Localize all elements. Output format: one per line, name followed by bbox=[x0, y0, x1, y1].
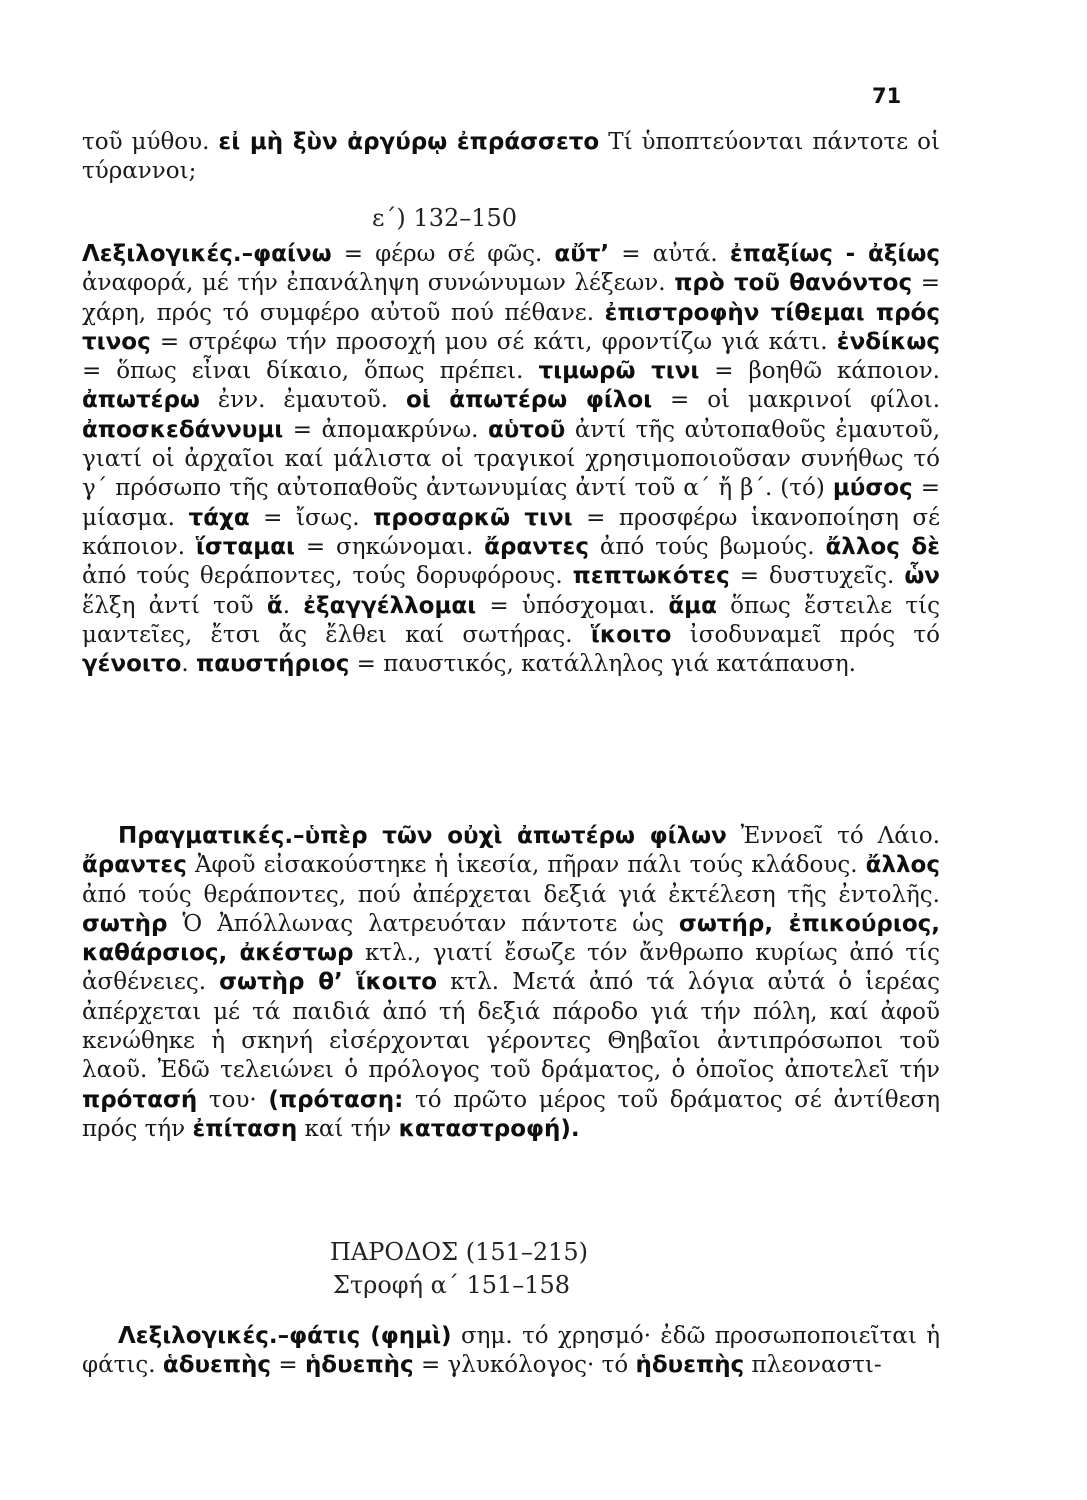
bold-term: πρότασή bbox=[82, 1086, 198, 1113]
bold-term: καταστροφή). bbox=[398, 1115, 580, 1142]
text: ἀναφορά, μέ τήν ἐπανάληψη συνώνυμων λέξεων. bbox=[82, 270, 675, 297]
text: = ὅπως εἶναι δίκαιο, ὅπως πρέπει. bbox=[82, 358, 539, 385]
text: ἀντί τῆς αὐτοπαθοῦς ἐμαυτοῦ, γιατί οἱ ἀρχαῖοι καί μάλιστα οἱ τραγικοί χρησιμοποιοῦσαν συνήθως τό γ΄ πρόσωπο τῆς αὐτοπαθοῦς ἀντωνυμίας ἀντί τοῦ α΄ ἤ β΄. (τό) bbox=[82, 416, 941, 502]
section-title: ε΄) 132–150 bbox=[372, 204, 518, 232]
text: = δυστυχεῖς. bbox=[729, 563, 905, 590]
bold-term: ἄλλος bbox=[865, 852, 940, 879]
bold-term: φαίνω bbox=[253, 241, 332, 267]
text: = οἱ μακρινοί φίλοι. bbox=[652, 387, 941, 414]
text: Ἀφοῦ εἰσακούστηκε ἡ ἱκεσία, πῆραν πάλι τούς κλάδους. bbox=[186, 852, 866, 879]
bold-term: πρὸ τοῦ θανόντος bbox=[674, 270, 913, 297]
bold-term: ὧν bbox=[904, 563, 940, 590]
bold-term: μύσος bbox=[832, 475, 913, 502]
bold-term: αὑτοῦ bbox=[487, 416, 566, 443]
bold-term: εἰ μὴ ξὺν ἀργύρῳ ἐπράσσετο bbox=[218, 129, 600, 155]
text: Τί ὑποπτεύονται πάντοτε οἱ τύραννοι; bbox=[82, 129, 940, 185]
text: ἀπό τούς θεράποντες, τούς δορυφόρους. bbox=[82, 563, 573, 590]
bold-term: πεπτωκότες bbox=[572, 563, 730, 590]
text: κτλ., γιατί ἔσωζε τόν ἄνθρωπο κυρίως ἀπό τίς ἀσθένειες. bbox=[82, 940, 940, 996]
text: ἕλξη ἀντί τοῦ bbox=[82, 592, 267, 619]
bold-term: ἡδυεπὴς bbox=[635, 1352, 745, 1379]
text: = βοηθῶ κάποιον. bbox=[699, 358, 940, 385]
parodos-subtitle: Στροφή α΄ 151–158 bbox=[333, 1271, 571, 1299]
text: ὅπως ἔστειλε τίς μαντεῖες, ἔτσι ἄς ἔλθει καί σωτήρας. bbox=[82, 592, 941, 648]
text: = σηκώνομαι. bbox=[294, 533, 485, 560]
text: πλεοναστι- bbox=[744, 1352, 882, 1379]
bold-term: (πρόταση: bbox=[268, 1086, 404, 1113]
parodos-title: ΠΑΡΟΔΟΣ (151–215) bbox=[330, 1238, 589, 1266]
text: = παυστικός, κατάλληλος γιά κατάπαυση. bbox=[349, 651, 856, 678]
bold-term: φάτις (φημὶ) bbox=[289, 1323, 452, 1349]
bold-term: ἅμα bbox=[668, 592, 717, 619]
page-number: 71 bbox=[872, 84, 902, 108]
text: κτλ. Μετά ἀπό τά λόγια αὐτά ὁ ἱερέας ἀπέρχεται μέ τά παιδιά ἀπό τή δεξιά πάροδο γιά τήν πόλη, καί ἀφοῦ κενώθηκε ἡ σκηνή εἰσέρχονται γέροντες Θηβαῖοι ἀντιπρόσωποι τοῦ λαοῦ. Ἐδῶ τελειώνει ὁ πρόλογος τοῦ δράματος, ὁ ὁποῖος ἀποτελεῖ τήν bbox=[82, 969, 940, 1084]
bold-term: παυστήριος bbox=[196, 651, 350, 678]
text: = φέρω σέ φῶς. bbox=[331, 241, 555, 267]
lexical-paragraph bbox=[82, 240, 940, 679]
bold-term: ἐπαξίως - ἀξίως bbox=[729, 241, 940, 267]
factual-paragraph bbox=[82, 822, 940, 1144]
bold-term: σωτὴρ θ’ ἵκοιτο bbox=[219, 969, 438, 996]
bold-term: ἄραντες bbox=[484, 533, 589, 560]
bold-term: ὑπὲρ τῶν οὐχὶ ἀπωτέρω φίλων bbox=[304, 823, 727, 849]
text: = στρέφω τήν προσοχή μου σέ κάτι, φροντίζω γιά κάτι. bbox=[150, 328, 837, 355]
text: ἀπό τούς θεράποντες, πού ἀπέρχεται δεξιά γιά ἐκτέλεση τῆς ἐντολῆς. bbox=[82, 881, 940, 908]
bold-term: ἐπιστροφὴν τίθεμαι πρός τινος bbox=[82, 299, 940, 355]
intro-paragraph bbox=[82, 128, 940, 187]
bold-term: προσαρκῶ τινι bbox=[373, 504, 573, 531]
text: σημ. τό χρησμό· ἐδῶ προσωποποιεῖται ἡ φάτις. bbox=[82, 1323, 940, 1379]
bold-term: ἵκοιτο bbox=[590, 621, 672, 648]
text: του· bbox=[197, 1086, 269, 1113]
text: τοῦ μύθου. bbox=[82, 129, 219, 155]
text: = ἴσως. bbox=[249, 504, 374, 531]
bold-term: οἱ ἀπωτέρω φίλοι bbox=[405, 387, 653, 414]
text: ἀπό τούς βωμούς. bbox=[589, 533, 826, 560]
section-label: Λεξιλογικές.– bbox=[82, 241, 254, 267]
bold-term: ἀποσκεδάννυμι bbox=[82, 416, 284, 443]
text: = ἀπομακρύνω. bbox=[283, 416, 488, 443]
text: = χάρη, πρός τό συμφέρο αὐτοῦ πού πέθανε. bbox=[82, 270, 940, 326]
bold-term: ἄραντες bbox=[82, 852, 187, 879]
lexical-paragraph-2 bbox=[82, 1322, 940, 1381]
bold-term: ἡδυεπὴς bbox=[304, 1352, 414, 1379]
text: = γλυκόλογος· τό bbox=[413, 1352, 636, 1379]
bold-term: αὔτ’ bbox=[554, 241, 610, 267]
text: Ἐννοεῖ τό Λάιο. bbox=[726, 823, 941, 849]
text: = bbox=[271, 1352, 305, 1379]
text: = ὑπόσχομαι. bbox=[476, 592, 669, 619]
section-label: Πραγματικές.– bbox=[118, 823, 305, 849]
bold-term: γένοιτο bbox=[82, 651, 182, 678]
text: ἰσοδυναμεῖ πρός τό bbox=[671, 621, 940, 648]
text: = μίασμα. bbox=[82, 475, 941, 531]
text: = προσφέρω ἱκανοποίηση σέ κάποιον. bbox=[82, 504, 940, 560]
bold-term: ἅ bbox=[266, 592, 283, 619]
bold-term: ἐνδίκως bbox=[836, 328, 940, 355]
text: τό πρῶτο μέρος τοῦ δράματος σέ ἀντίθεση πρός τήν bbox=[82, 1086, 940, 1142]
text: ἐνν. ἐμαυτοῦ. bbox=[199, 387, 406, 414]
text: = αὐτά. bbox=[609, 241, 730, 267]
text: καί τήν bbox=[297, 1115, 399, 1142]
bold-term: ἐπίταση bbox=[192, 1115, 298, 1142]
bold-term: ἄλλος δὲ bbox=[825, 533, 941, 560]
bold-term: ἵσταμαι bbox=[195, 533, 295, 560]
text: . bbox=[181, 651, 197, 678]
section-label: Λεξιλογικές.– bbox=[118, 1323, 290, 1349]
bold-term: τιμωρῶ τινι bbox=[538, 358, 700, 385]
bold-term: ἀπωτέρω bbox=[82, 387, 200, 414]
bold-term: σωτήρ, ἐπικούριος, καθάρσιος, ἀκέστωρ bbox=[82, 910, 940, 967]
bold-term: ἁδυεπὴς bbox=[162, 1352, 272, 1379]
text: Ὁ Ἀπόλλωνας λατρευόταν πάντοτε ὡς bbox=[167, 910, 679, 937]
bold-term: ἐξαγγέλλομαι bbox=[303, 592, 477, 619]
text: . bbox=[282, 592, 304, 619]
bold-term: σωτὴρ bbox=[82, 910, 168, 937]
bold-term: τάχα bbox=[188, 504, 250, 531]
